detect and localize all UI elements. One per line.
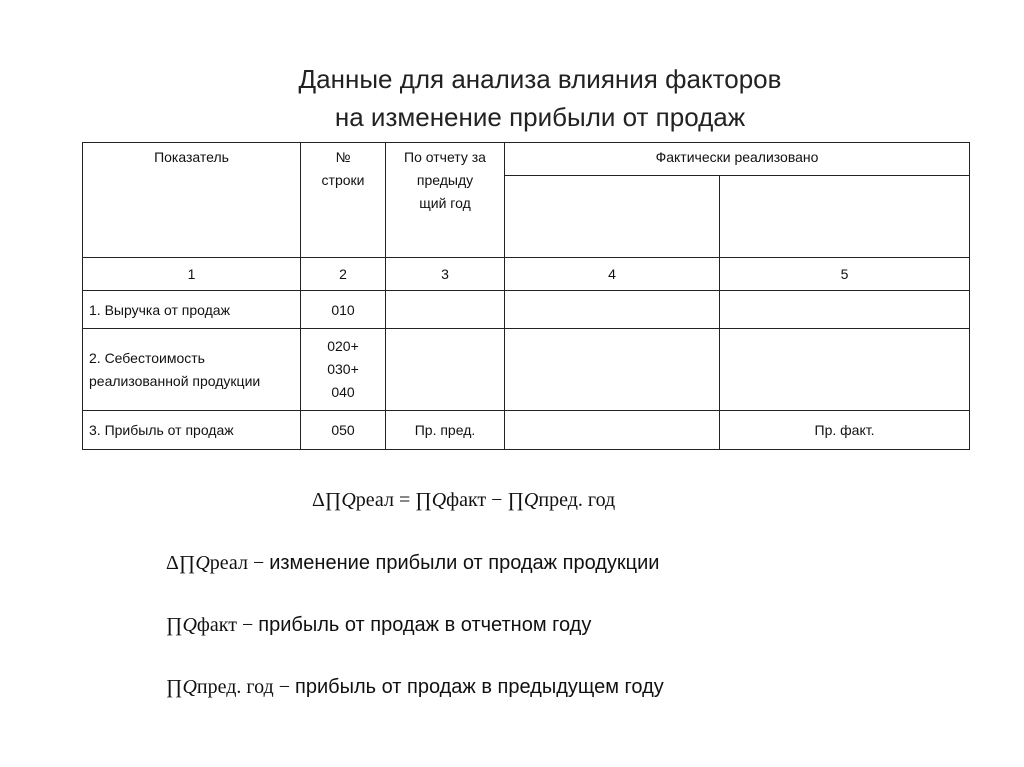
formula-q: Q: [523, 489, 539, 511]
title-line-2: на изменение прибыли от продаж: [334, 102, 746, 132]
def-q: Q: [182, 614, 197, 636]
formula-lhs-sub: реал: [355, 489, 394, 511]
header-row-no: № строки: [301, 143, 386, 258]
col-number: 4: [505, 258, 720, 291]
formula-eq: = ∏: [393, 489, 432, 511]
def-dash: −: [273, 676, 295, 698]
formula-q: Q: [341, 489, 356, 511]
header-actual-sub-2: [720, 176, 970, 258]
def-sub: реал: [209, 552, 248, 574]
table-row: [83, 291, 970, 329]
cell-indicator: 3. Прибыль от продаж: [83, 411, 301, 450]
def-text: прибыль от продаж в предыдущем году: [295, 676, 664, 698]
header-prev-year: По отчету за предыду щий год: [386, 143, 505, 258]
def-symbol: ∏: [166, 614, 183, 636]
main-formula: [312, 489, 615, 512]
def-symbol: ∏: [166, 676, 183, 698]
col-number: 2: [301, 258, 386, 291]
def-q: Q: [182, 676, 197, 698]
definition-prev-profit: [166, 676, 664, 699]
formula-rhs1-sub: факт: [446, 489, 487, 511]
formula-q: Q: [431, 489, 447, 511]
cell-prev: [386, 329, 505, 411]
definition-delta-profit: [166, 552, 659, 575]
factor-data-table: [82, 142, 970, 450]
col-number: 1: [83, 258, 301, 291]
cell-col5: [720, 291, 970, 329]
def-dash: −: [236, 614, 259, 636]
formula-symbol: Δ∏: [312, 489, 342, 511]
cell-col4: [505, 291, 720, 329]
cell-prev: Пр. пред.: [386, 411, 505, 450]
table-row: [83, 411, 970, 450]
title-line-1: Данные для анализа влияния факторов: [298, 64, 782, 94]
cell-col4: [505, 329, 720, 411]
cell-row-no: 010: [301, 291, 386, 329]
def-q: Q: [195, 552, 210, 574]
formula-rhs2-sub: пред. год: [538, 489, 616, 511]
header-indicator: Показатель: [83, 143, 301, 258]
def-text: изменение прибыли от продаж продукции: [269, 552, 660, 574]
header-actual: Фактически реализовано: [505, 143, 970, 176]
header-actual-sub-1: [505, 176, 720, 258]
col-number: 3: [386, 258, 505, 291]
cell-indicator: 2. Себестоимость реализованной продукции: [83, 329, 301, 411]
def-symbol: Δ∏: [166, 552, 196, 574]
cell-row-no: 050: [301, 411, 386, 450]
cell-row-no: 020+ 030+ 040: [301, 329, 386, 411]
def-sub: пред. год: [196, 676, 274, 698]
cell-indicator: 1. Выручка от продаж: [83, 291, 301, 329]
def-sub: факт: [196, 614, 237, 636]
table-row: [83, 329, 970, 411]
cell-col4: [505, 411, 720, 450]
cell-col5: Пр. факт.: [720, 411, 970, 450]
col-number: 5: [720, 258, 970, 291]
formula-minus: − ∏: [486, 489, 524, 511]
def-text: прибыль от продаж в отчетном году: [258, 614, 592, 636]
cell-col5: [720, 329, 970, 411]
slide-title: [0, 60, 1024, 136]
def-dash: −: [247, 552, 270, 574]
cell-prev: [386, 291, 505, 329]
definition-actual-profit: [166, 614, 591, 637]
